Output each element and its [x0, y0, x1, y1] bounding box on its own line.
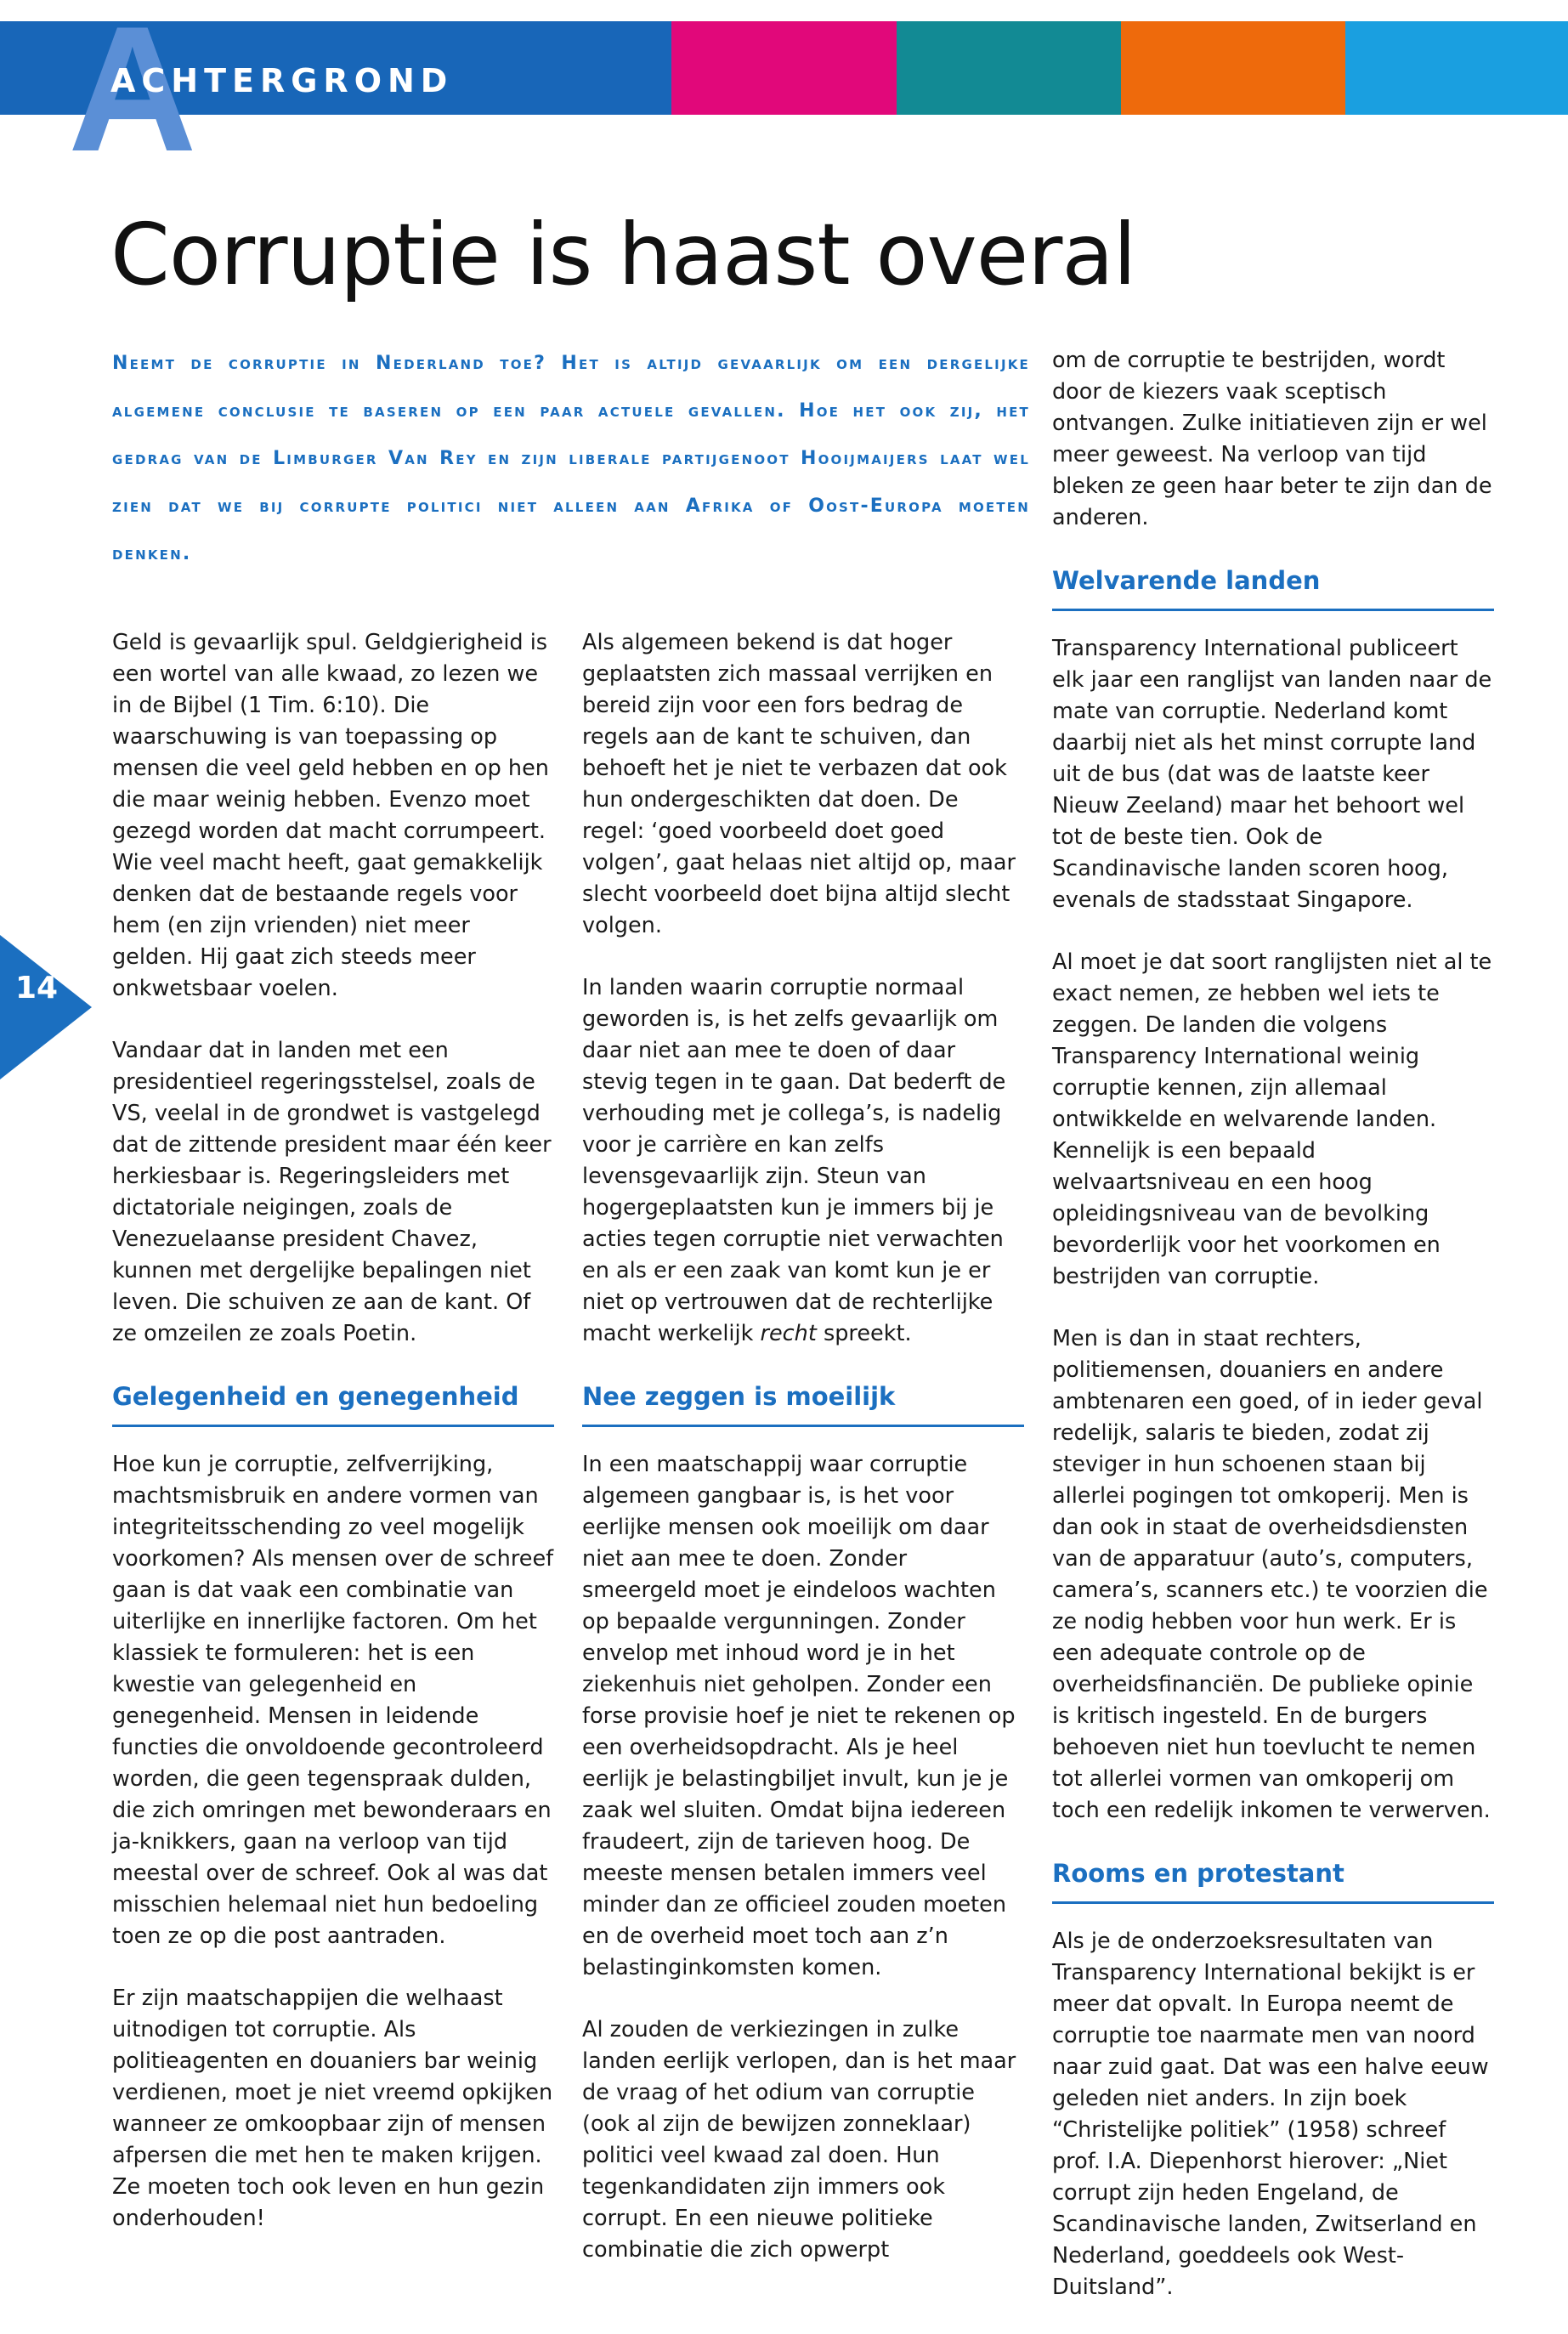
- paragraph: Geld is gevaarlijk spul. Geldgierigheid is een wortel van alle kwaad, zo lezen we in de Bijbel (1 Tim. 6:10). Die waarschuwing is van toepassing op mensen die veel geld hebben en op hen die maar weinig hebben. Evenzo moet gezegd worden dat macht corrumpeert. Wie veel macht heeft, gaat gemakkelijk denken dat de bestaande regels voor hem (en zijn vrienden) niet meer gelden. Hij gaat zich steeds meer onkwetsbaar voelen.: [112, 630, 549, 1001]
- section-initial-letter: A: [68, 0, 197, 189]
- paragraph: [582, 972, 1024, 1350]
- paragraph: In een maatschappij waar corruptie algemeen gangbaar is, is het voor eerlijke mensen ook moeilijk om daar niet aan mee te doen. Zonder smeergeld moet je eindeloos wachten op bepaalde vergunningen. Zonder envelop met inhoud word je in het ziekenhuis niet geholpen. Zonder een forse provisie hoef je niet te rekenen op een overheidsopdracht. Als je heel eerlijk je belastingbiljet invult, kun je je zaak wel sluiten. Omdat bijna iedereen fraudeert, zijn de tarieven hoog. De meeste mensen betalen immers veel minder dan ze officieel zouden moeten en de overheid moet toch aan z’n belastinginkomsten komen.: [582, 1452, 1016, 1980]
- paragraph-text: In landen waarin corruptie normaal geworden is, is het zelfs gevaarlijk om daar niet aan mee te doen of daar stevig tegen in te gaan. Dat bederft de verhouding met je collega’s, is nadelig voor je carrière en kan zelfs levensgevaarlijk zijn. Steun van hogergeplaatsten kun je immers bij je acties tegen corruptie niet verwachten en als er een zaak van komt kun je er niet op vertrouwen dat de rechterlijke macht werkelijk: [582, 975, 1006, 1346]
- header-band-orange: [1121, 21, 1345, 115]
- page-number: 14: [15, 971, 59, 1006]
- paragraph: Als je de onderzoeksresultaten van Transparency International bekijkt is er meer dat opvalt. In Europa neemt de corruptie toe naarmate men van noord naar zuid gaat. Dat was een halve eeuw geleden niet anders. In zijn boek “Christelijke politiek” (1958) schreef prof. I.A. Diepenhorst hierover: „Niet corrupt zijn heden Engeland, de Scandinavische landen, Zwitserland en Nederland, goeddeels ook West-Duitsland”.: [1052, 1929, 1489, 2300]
- column-2: [582, 627, 1024, 2297]
- subheading-rooms-protestant: Rooms en protestant: [1052, 1857, 1494, 1904]
- paragraph-text-end: spreekt.: [823, 1321, 912, 1346]
- paragraph: Als algemeen bekend is dat hoger geplaatsten zich massaal verrijken en bereid zijn voor een fors bedrag de regels aan de kant te schuiven, dan behoeft het je niet te verbazen dat ook hun ondergeschikten dat doen. De regel: ‘goed voorbeeld doet goed volgen’, gaat helaas niet altijd op, maar slecht voorbeeld doet bijna altijd slecht volgen.: [582, 630, 1016, 938]
- subheading-welvarende-landen: Welvarende landen: [1052, 564, 1494, 611]
- paragraph: om de corruptie te bestrijden, wordt door de kiezers vaak sceptisch ontvangen. Zulke initiatieven zijn er wel meer geweest. Na verloop van tijd bleken ze geen haar beter te zijn dan de anderen.: [1052, 348, 1492, 530]
- emphasis-recht: recht: [760, 1321, 817, 1346]
- paragraph: Men is dan in staat rechters, politiemensen, douaniers en andere ambtenaren een goed, of in ieder geval redelijk, salaris te bieden, zodat zij steviger in hun schoenen staan bij allerlei pogingen tot omkoperij. Men is dan ook in staat de overheidsdiensten van de apparatuur (auto’s, computers, camera’s, scanners etc.) te voorzien die ze nodig hebben voor hun werk. Er is een adequate controle op de overheidsfinanciën. De publieke opinie is kritisch ingesteld. En de burgers behoeven niet hun toevlucht te nemen tot allerlei vormen van omkoperij om toch een redelijk inkomen te verwerven.: [1052, 1326, 1491, 1823]
- subheading-gelegenheid: Gelegenheid en genegenheid: [112, 1380, 554, 1427]
- section-label: ACHTERGROND: [110, 62, 454, 99]
- column-1: [112, 627, 554, 2265]
- header-band-teal: [897, 21, 1121, 115]
- column-3: [1052, 345, 1494, 2334]
- header-band-light-blue: [1345, 21, 1568, 115]
- subheading-nee-zeggen: Nee zeggen is moeilijk: [582, 1380, 1024, 1427]
- paragraph: Hoe kun je corruptie, zelfverrijking, machtsmisbruik en andere vormen van integriteitsschending zo veel mogelijk voorkomen? Als mensen over de schreef gaan is dat vaak een combinatie van uiterlijke en innerlijke factoren. Om het klassiek te formuleren: het is een kwestie van gelegenheid en genegenheid. Mensen in leidende functies die onvoldoende gecontroleerd worden, die geen tegenspraak dulden, die zich omringen met bewonderaars en ja-knikkers, gaan na verloop van tijd meestal over de schreef. Ook al was dat misschien helemaal niet hun bedoeling toen ze op die post aantraden.: [112, 1452, 554, 1949]
- article-lead: Neemt de corruptie in Nederland toe? Het is altijd gevaarlijk om een dergelijke algemene conclusie te baseren op een paar actuele gevallen. Hoe het ook zij, het gedrag van de Limburger Van Rey en zijn liberale partijgenoot Hooijmaijers laat wel zien dat we bij corrupte politici niet alleen aan Afrika of Oost-Europa moeten denken.: [112, 353, 1030, 564]
- paragraph: Al zouden de verkiezingen in zulke landen eerlijk verlopen, dan is het maar de vraag of het odium van corruptie (ook al zijn de bewijzen zonneklaar) politici veel kwaad zal doen. Hun tegenkandidaten zijn immers ook corrupt. En een nieuwe politieke combinatie die zich opwerpt: [582, 2017, 1016, 2263]
- paragraph: Al moet je dat soort ranglijsten niet al te exact nemen, ze hebben wel iets te zeggen. De landen die volgens Transparency International weinig corruptie kennen, zijn allemaal ontwikkelde en welvarende landen. Kennelijk is een bepaald welvaartsniveau en een hoog opleidingsniveau van de bevolking bevorderlijk voor het voorkomen en bestrijden van corruptie.: [1052, 949, 1492, 1289]
- paragraph: Vandaar dat in landen met een presidentieel regeringsstelsel, zoals de VS, veelal in de grondwet is vastgelegd dat de zittende president maar één keer herkiesbaar is. Regeringsleiders met dictatoriale neigingen, zoals de Venezuelaanse president Chavez, kunnen met dergelijke bepalingen niet leven. Die schuiven ze aan de kant. Of ze omzeilen ze zoals Poetin.: [112, 1038, 552, 1346]
- paragraph: Er zijn maatschappijen die welhaast uitnodigen tot corruptie. Als politieagenten en douaniers bar weinig verdienen, moet je niet vreemd opkijken wanneer ze omkoopbaar zijn of mensen afpersen die met hen te maken krijgen. Ze moeten toch ook leven en hun gezin onderhouden!: [112, 1986, 553, 2231]
- page-title: Corruptie is haast overal: [110, 205, 1136, 304]
- header-band-magenta: [671, 21, 897, 115]
- paragraph: Transparency International publiceert elk jaar een ranglijst van landen naar de mate van corruptie. Nederland komt daarbij niet als het minst corrupte land uit de bus (dat was de laatste keer Nieuw Zeeland) maar het behoort wel tot de beste tien. Ook de Scandinavische landen scoren hoog, evenals de stadsstaat Singapore.: [1052, 636, 1492, 913]
